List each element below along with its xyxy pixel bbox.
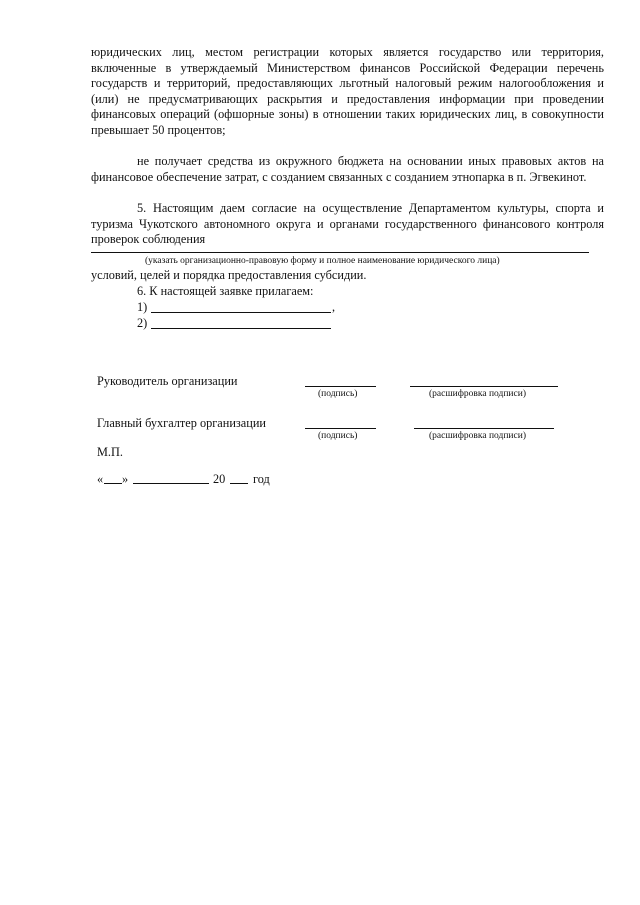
attachment-2-line[interactable]: [151, 328, 331, 329]
head-decoding-caption: (расшифровка подписи): [429, 389, 526, 399]
legal-entity-line[interactable]: [91, 252, 589, 253]
accountant-label: Главный бухгалтер организации: [97, 416, 266, 430]
paragraph-offshore: юридических лиц, местом регистрации которых является государство или территория, включенные в утверждаемый Министерством финансов Российской Федерации перечень государств и территорий, предоставляющих льготный налоговый режим налогообложения и (или) не предусматривающих раскрытия и предоставления информации при проведении финансовых операций (офшорные зоны) в отношении таких юридических лиц, в совокупности превышает 50 процентов;: [91, 45, 604, 137]
head-signature-line[interactable]: [305, 386, 376, 387]
conditions-line: условий, целей и порядка предоставления субсидии.: [91, 268, 367, 282]
attachment-1-number: 1): [137, 300, 148, 314]
paragraph-consent: 5. Настоящим даем согласие на осуществление Департаментом культуры, спорта и туризма Чукотского автономного округа и органами государственного финансового контроля проверок соблюдения: [91, 201, 604, 247]
attachment-1-line[interactable]: [151, 312, 331, 313]
attachments-heading: 6. К настоящей заявке прилагаем:: [137, 284, 314, 298]
date-close-quote: »: [122, 472, 129, 486]
head-decoding-line[interactable]: [410, 386, 558, 387]
attachment-2-number: 2): [137, 316, 148, 330]
accountant-signature-line[interactable]: [305, 428, 376, 429]
legal-entity-caption: (указать организационно-правовую форму и полное наименование юридического лица): [145, 256, 500, 266]
date-year-suffix: год: [253, 472, 270, 486]
date-open-quote: «: [97, 472, 104, 486]
head-signature-caption: (подпись): [318, 389, 358, 399]
head-label: Руководитель организации: [97, 374, 238, 388]
accountant-signature-caption: (подпись): [318, 431, 358, 441]
date-month-line[interactable]: [133, 483, 209, 484]
date-year-prefix: 20: [213, 472, 226, 486]
paragraph-budget: не получает средства из окружного бюджета на основании иных правовых актов на финансовое обеспечение затрат, с созданием связанных с созданием этнопарка в п. Эгвекинот.: [91, 154, 604, 184]
accountant-decoding-line[interactable]: [414, 428, 554, 429]
date-year-line[interactable]: [230, 483, 248, 484]
accountant-decoding-caption: (расшифровка подписи): [429, 431, 526, 441]
date-day-line[interactable]: [104, 483, 122, 484]
seal-label: М.П.: [97, 445, 123, 459]
attachment-1-comma: ,: [332, 300, 336, 314]
